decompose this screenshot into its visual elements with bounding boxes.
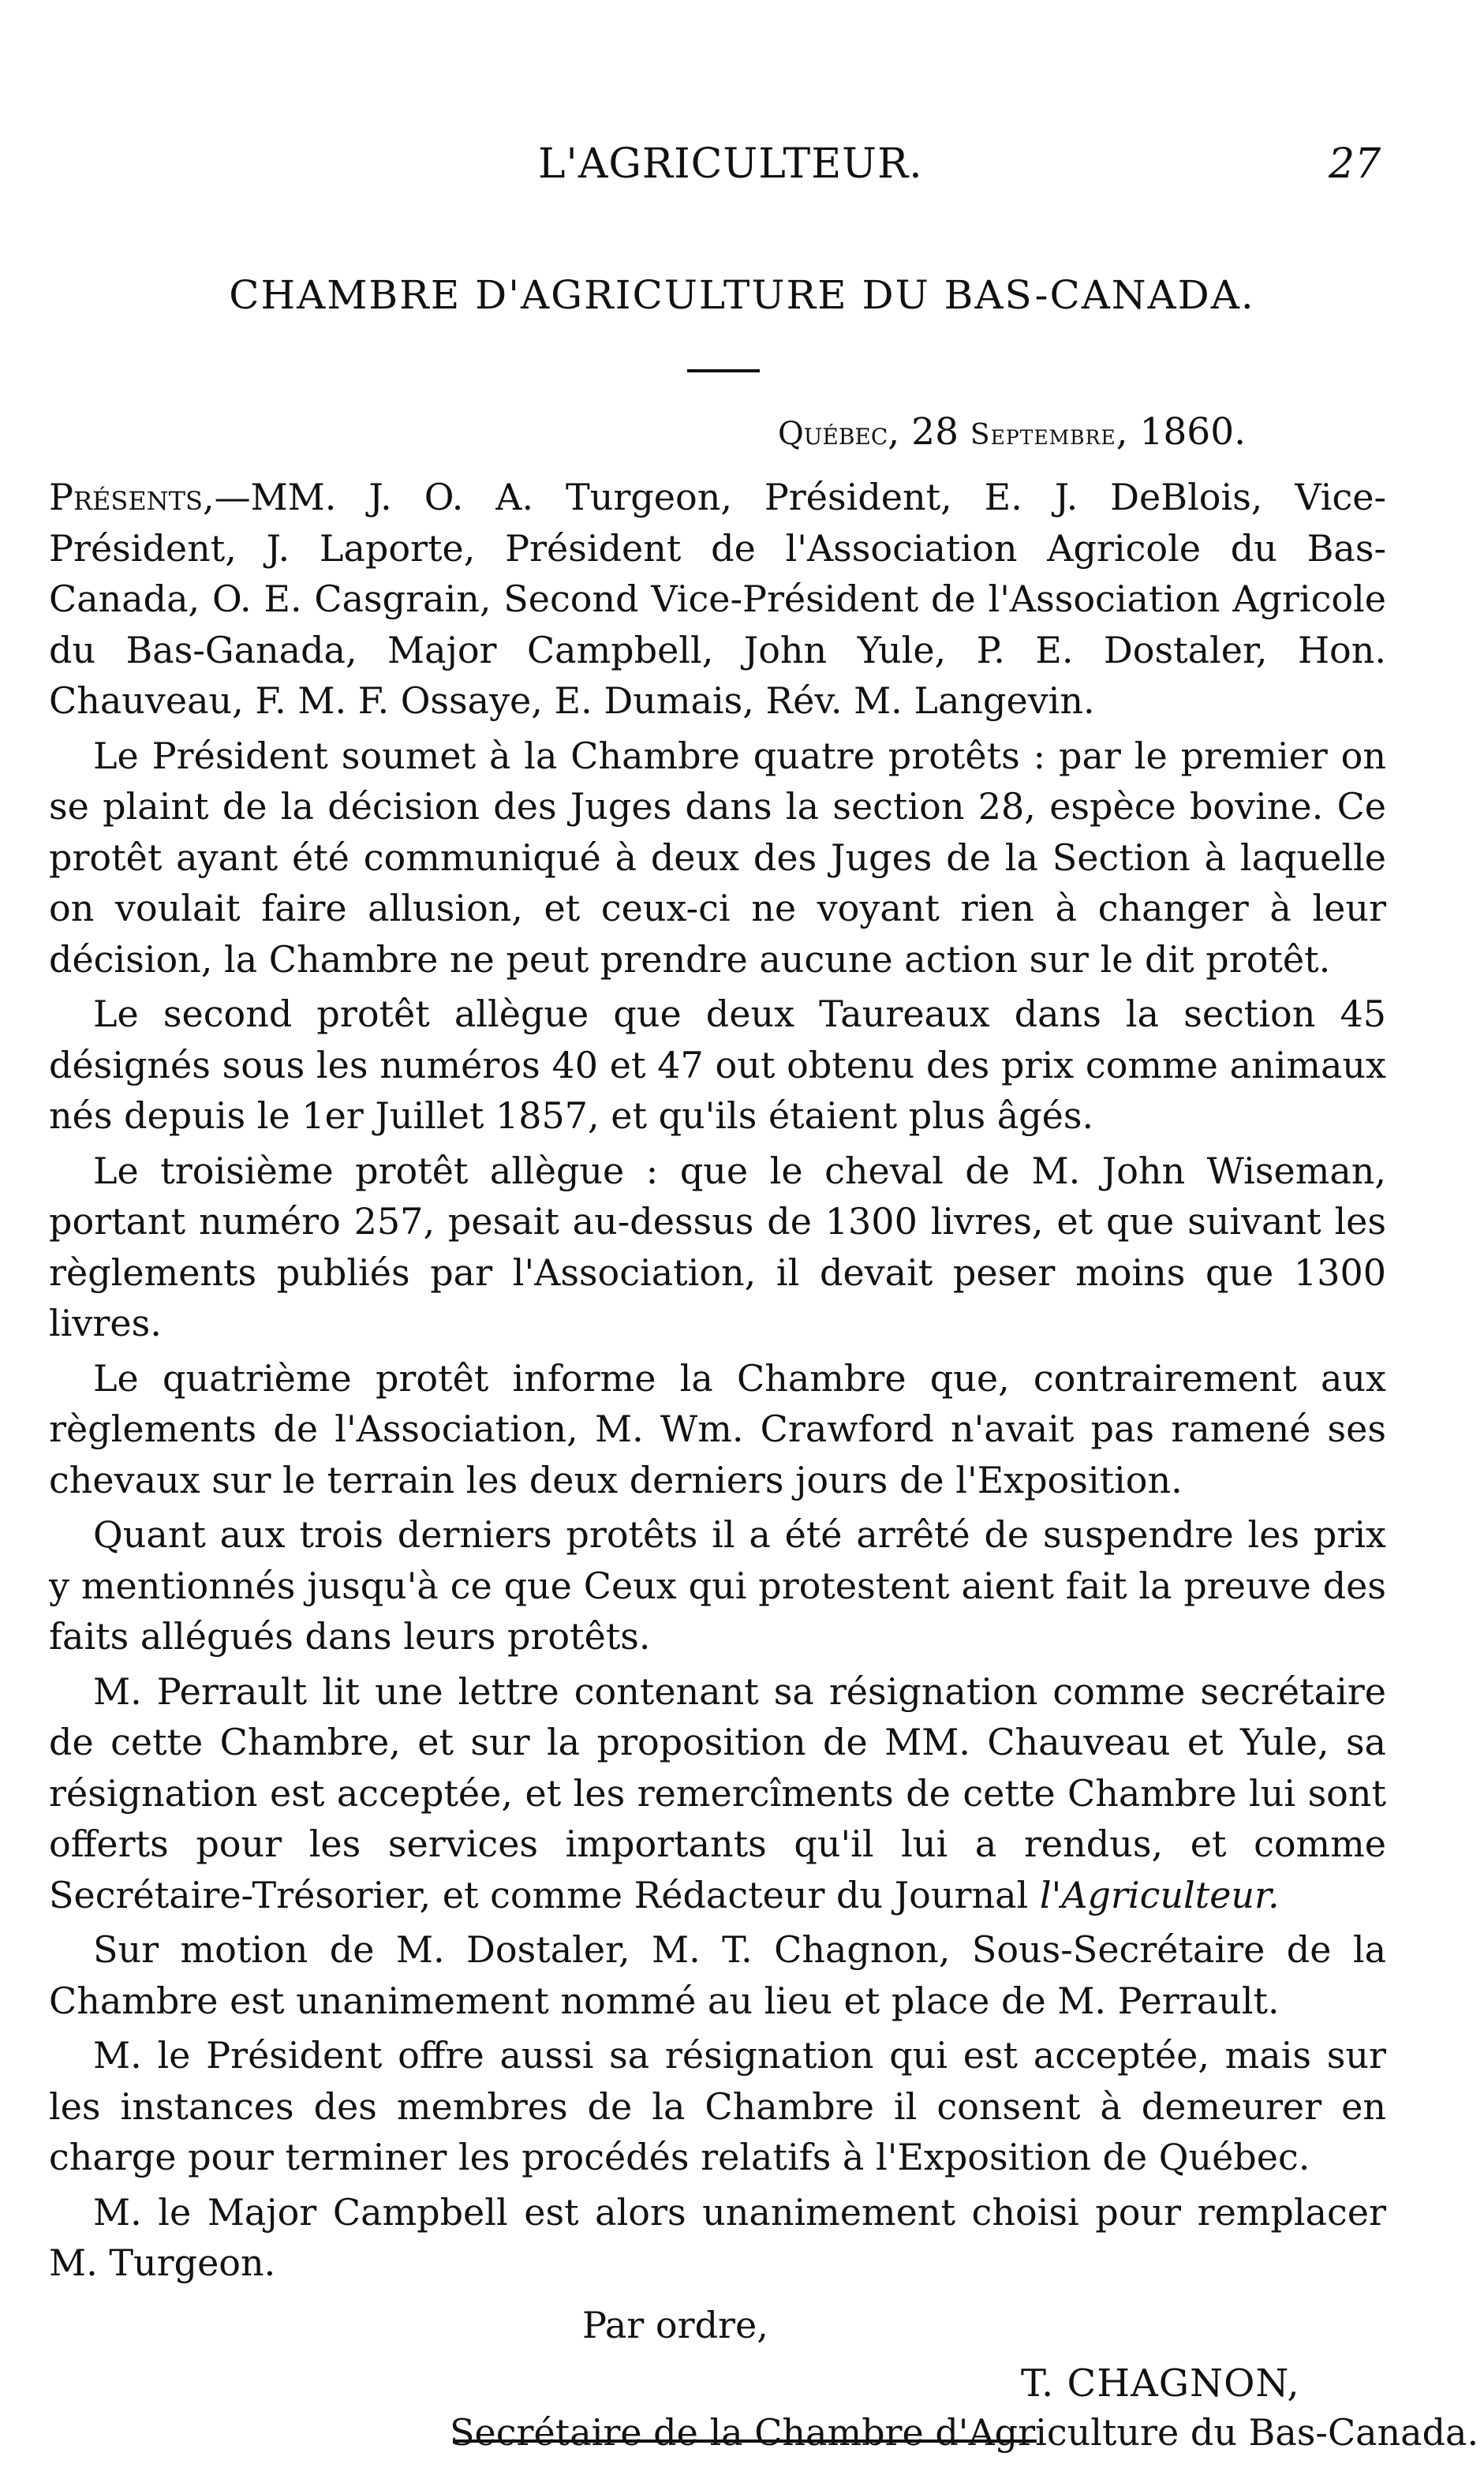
page-number: 27 <box>1329 140 1381 188</box>
paragraph-resignation <box>49 1666 1386 1921</box>
article-body <box>49 472 1386 2289</box>
signatory-title: Secrétaire de la Chambre d'Agriculture du Bas-Canada. <box>450 2411 1479 2454</box>
paragraph-fourth-protest: Le quatrième protêt informe la Chambre que, contrairement aux règlements de l'Association, M. Wm. Crawford n'avait pas ramené ses chevaux sur le terrain les deux derniers jours de l'Exposition. <box>49 1356 1386 1501</box>
resignation-text: M. Perrault lit une lettre contenant sa résignation comme secrétaire de cette Chambre, et sur la proposition de MM. Chauveau et Yule, sa résignation est acceptée, et les remercîments de cette Chambre lui sont offerts pour les services importants qu'il lui a rendus, et comme Secrétaire-Trésorier, et comme Rédacteur du Journal <box>49 1669 1386 1916</box>
paragraph-replacement: M. le Major Campbell est alors unanimement choisi pour remplacer M. Turgeon. <box>49 2190 1386 2284</box>
dateline-month: Septembre <box>970 419 1116 451</box>
paragraph-first-protest: Le Président soumet à la Chambre quatre protêts : par le premier on se plaint de la décision des Juges dans la section 28, espèce bovine. Ce protêt ayant été communiqué à deux des Juges de la Section à laquelle on voulait faire allusion, et ceux-ci ne voyant rien à changer à leur décision, la Chambre ne peut prendre aucune action sur le dit protêt. <box>49 734 1386 981</box>
journal-header-title: L'AGRICULTEUR. <box>538 140 923 188</box>
paragraph-suspension: Quant aux trois derniers protêts il a été arrêté de suspendre les prix y mentionnés jusqu'à ce que Ceux qui protestent aient fait la preuve des faits allégués dans leurs protêts. <box>49 1513 1386 1658</box>
dateline <box>778 410 1246 454</box>
signatory-name: T. CHAGNON, <box>1021 2361 1300 2406</box>
paragraph-president: M. le Président offre aussi sa résignation qui est acceptée, mais sur les instances des membres de la Chambre il consent à demeurer en charge pour terminer les procédés relatifs à l'Exposition de Québec. <box>49 2034 1386 2178</box>
attendees-label: Présents <box>49 476 203 518</box>
paragraph-third-protest: Le troisième protêt allègue : que le cheval de M. John Wiseman, portant numéro 257, pesait au-dessus de 1300 livres, et que suivant les règlements publiés par l'Association, il devait peser moins que 1300 livres. <box>49 1149 1386 1344</box>
dateline-day: , 28 <box>888 410 970 454</box>
paragraph-second-protest: Le second protêt allègue que deux Taureaux dans la section 45 désignés sous les numéros 40 et 47 out obtenu des prix comme animaux nés depuis le 1er Juillet 1857, et qu'ils étaient plus âgés. <box>49 993 1386 1137</box>
par-ordre: Par ordre, <box>582 2304 768 2346</box>
article-title: CHAMBRE D'AGRICULTURE DU BAS-CANADA. <box>229 272 1255 318</box>
bottom-divider <box>453 2439 1037 2443</box>
dateline-year: , 1860. <box>1116 410 1247 454</box>
dateline-city: Québec <box>778 416 888 452</box>
attendees-list: ,—MM. J. O. A. Turgeon, Président, E. J. DeBlois, Vice-Président, J. Laporte, Président de l'Association Agricole du Bas-Canada, O. E. Casgrain, Second Vice-Président de l'Association Agricole du Bas-Ganada, Major Campbell, John Yule, P. E. Dostaler, Hon. Chauveau, F. M. F. Ossaye, E. Dumais, Rév. M. Langevin. <box>49 476 1386 722</box>
journal-name: l'Agriculteur. <box>1039 1873 1280 1916</box>
attendees-paragraph <box>49 472 1386 727</box>
title-divider <box>687 369 760 372</box>
paragraph-appointment: Sur motion de M. Dostaler, M. T. Chagnon, Sous-Secrétaire de la Chambre est unanimement nommé au lieu et place de M. Perrault. <box>49 1928 1386 2022</box>
